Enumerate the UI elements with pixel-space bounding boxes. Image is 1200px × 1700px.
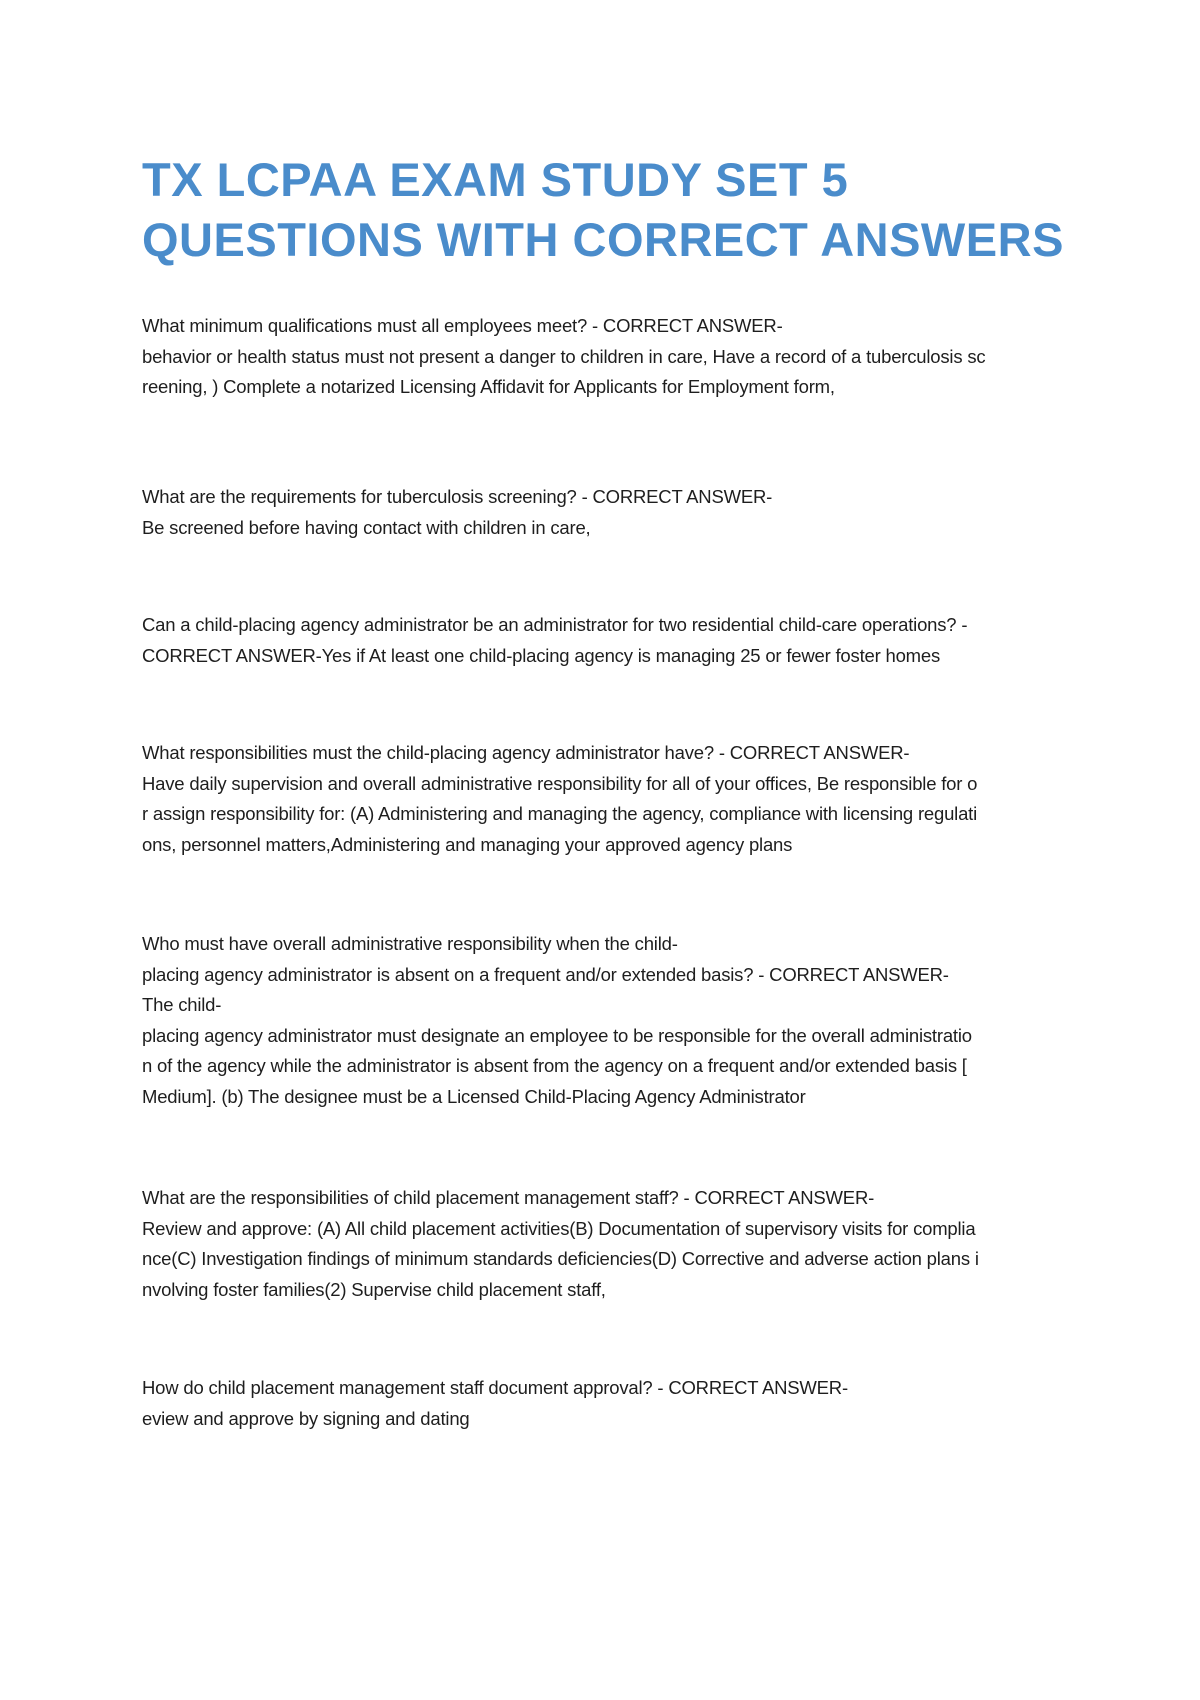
qa-block-5 [142, 929, 1072, 1112]
qa-question: What minimum qualifications must all employees meet? - CORRECT ANSWER- [142, 315, 783, 336]
qa-answer-line: placing agency administrator must designate an employee to be responsible for the overall administratio [142, 1024, 972, 1046]
qa-answer-line: ons, personnel matters,Administering and managing your approved agency plans [142, 833, 793, 855]
qa-answer-line: CORRECT ANSWER-Yes if At least one child-placing agency is managing 25 or fewer foster homes [142, 644, 941, 666]
qa-block-3 [142, 610, 1072, 671]
document-title [142, 150, 1122, 270]
qa-answer-line: r assign responsibility for: (A) Administering and managing the agency, compliance with licensing regulati [142, 803, 978, 824]
qa-answer-line: n of the agency while the administrator is absent from the agency on a frequent and/or extended basis [ [142, 1055, 967, 1076]
qa-block-7 [142, 1373, 1072, 1434]
qa-question: What responsibilities must the child-placing agency administrator have? - CORRECT ANSWER- [142, 742, 910, 763]
qa-answer-line: Be screened before having contact with children in care, [142, 516, 591, 538]
qa-answer-line: Review and approve: (A) All child placement activities(B) Documentation of supervisory visits for complia [142, 1217, 976, 1239]
qa-question: What are the requirements for tuberculosis screening? - CORRECT ANSWER- [142, 486, 773, 507]
qa-block-2 [142, 482, 1072, 543]
title-line-2: QUESTIONS WITH CORRECT ANSWERS [142, 213, 1064, 266]
qa-answer-line: eview and approve by signing and dating [142, 1407, 470, 1429]
qa-answer-line: nvolving foster families(2) Supervise child placement staff, [142, 1278, 606, 1300]
title-line-1: TX LCPAA EXAM STUDY SET 5 [142, 153, 849, 206]
qa-question: What are the responsibilities of child placement management staff? - CORRECT ANSWER- [142, 1187, 875, 1208]
qa-answer-line: reening, ) Complete a notarized Licensing Affidavit for Applicants for Employment form, [142, 376, 835, 397]
qa-block-6 [142, 1183, 1072, 1305]
qa-block-4 [142, 738, 1072, 860]
qa-question: Can a child-placing agency administrator be an administrator for two residential child-care operations? - [142, 614, 968, 635]
qa-answer-line: nce(C) Investigation findings of minimum standards deficiencies(D) Corrective and adverse action plans i [142, 1248, 979, 1269]
qa-answer-line: behavior or health status must not present a danger to children in care, Have a record of a tuberculosis sc [142, 345, 986, 367]
qa-answer-line: Have daily supervision and overall administrative responsibility for all of your offices, Be responsible for o [142, 772, 978, 794]
qa-answer-line: The child- [142, 994, 222, 1015]
qa-question: Who must have overall administrative responsibility when the child- [142, 933, 678, 954]
qa-question: How do child placement management staff document approval? - CORRECT ANSWER- [142, 1377, 848, 1398]
qa-block-1 [142, 311, 1072, 403]
qa-answer-line: Medium]. (b) The designee must be a Licensed Child-Placing Agency Administrator [142, 1085, 806, 1107]
qa-question: placing agency administrator is absent on a frequent and/or extended basis? - CORRECT ANSWER- [142, 963, 949, 985]
